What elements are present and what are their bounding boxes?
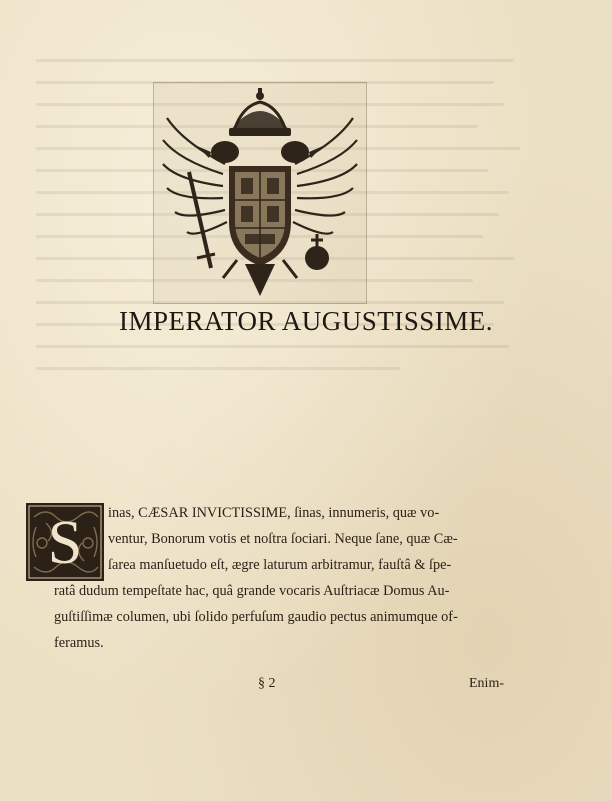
- body-line-3: ſarea manſuetudo eſt, ægre laturum arbitramur, fauſtâ & ſpe-: [108, 557, 452, 573]
- body-line-4: ratâ dudum tempeſtate hac, quâ grande vocaris Auſtriacæ Domus Au-: [54, 583, 450, 599]
- body-line-1: inas, CÆSAR INVICTISSIME, ſinas, innumeris, quæ vo-: [108, 505, 440, 521]
- body-line-2: ventur, Bonorum votis et noſtra ſociari. Neque ſane, quæ Cæ-: [108, 531, 458, 547]
- catchword: Enim-: [469, 676, 504, 691]
- double-headed-eagle-crest-icon: [153, 82, 367, 304]
- body-line-6: feramus.: [54, 635, 104, 651]
- page-title: IMPERATOR AUGUSTISSIME.: [118, 306, 494, 336]
- body-line-5: guſtiſſimæ columen, ubi ſolido perfuſum gaudio pectus animumque of-: [54, 609, 458, 625]
- signature-mark: § 2: [258, 676, 276, 691]
- ornamental-initial-icon: [26, 503, 104, 581]
- svg-text:S: S: [47, 509, 83, 577]
